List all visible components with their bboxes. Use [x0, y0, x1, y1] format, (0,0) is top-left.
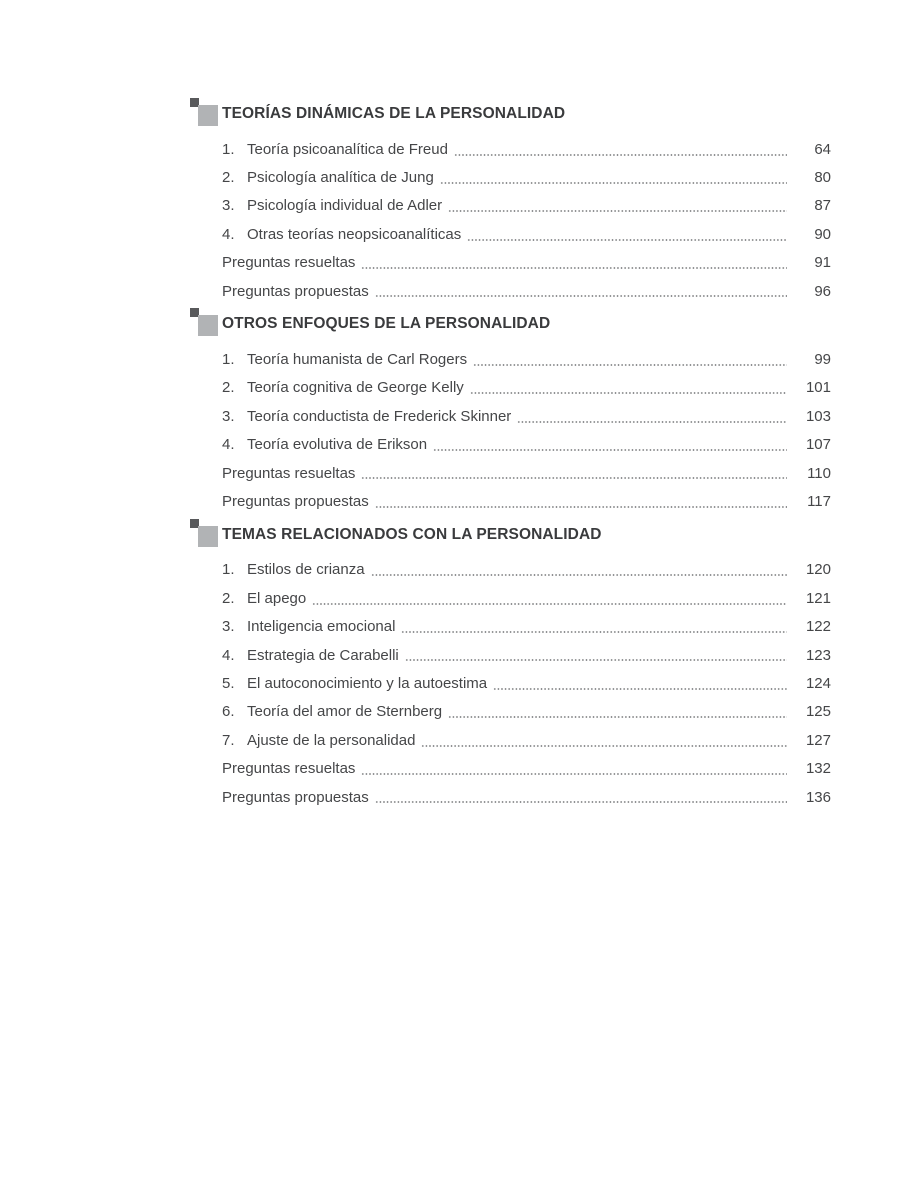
entry-page: 110: [807, 464, 831, 482]
section-heading: [222, 313, 831, 334]
entry-page: 125: [805, 703, 831, 721]
dot-leader: [448, 210, 787, 212]
dot-leader: [375, 801, 787, 803]
entry-number: 4.: [222, 225, 235, 243]
entry-label: Preguntas propuestas: [222, 282, 369, 300]
entry-page: 117: [807, 492, 831, 510]
dot-leader: [361, 773, 787, 775]
entry-page: 107: [805, 436, 831, 454]
entry-label: Teoría del amor de Sternberg: [247, 703, 443, 721]
dot-leader: [440, 182, 787, 184]
entry-page: 90: [814, 225, 831, 243]
entry-number: 3.: [222, 197, 235, 215]
dot-leader: [454, 154, 787, 156]
entry-label: Otras teorías neopsicoanalíticas: [247, 225, 462, 243]
section-marker-icon: [190, 308, 218, 337]
dot-leader: [312, 603, 787, 605]
dot-leader: [467, 239, 787, 241]
toc-entry: [222, 192, 831, 220]
entry-page: 101: [805, 379, 831, 397]
toc-entry: [222, 345, 831, 373]
entry-page: 99: [814, 351, 831, 369]
toc-entry: [222, 135, 831, 163]
dot-leader: [448, 716, 787, 718]
entry-page: 87: [814, 197, 831, 215]
section-marker-icon: [190, 98, 218, 127]
toc-entry: [222, 431, 831, 459]
entry-number: 6.: [222, 703, 235, 721]
dot-leader: [433, 449, 787, 451]
entry-page: 103: [805, 407, 831, 425]
toc-entry: [222, 698, 831, 726]
entry-page: 120: [805, 561, 831, 579]
toc-entry: [222, 277, 831, 305]
entry-page: 121: [805, 589, 831, 607]
toc-entry: [222, 163, 831, 191]
section-title: OTROS ENFOQUES DE LA PERSONALIDAD: [222, 315, 551, 333]
toc-entry: [222, 459, 831, 487]
entry-label: Preguntas resueltas: [222, 464, 356, 482]
dot-leader: [375, 295, 787, 297]
entry-number: 7.: [222, 731, 235, 749]
entry-number: 3.: [222, 407, 235, 425]
section-marker-icon: [190, 519, 218, 548]
entry-label: Psicología analítica de Jung: [247, 169, 434, 187]
entry-label: Preguntas resueltas: [222, 760, 356, 778]
dot-leader: [361, 267, 787, 269]
toc-entry: [222, 783, 831, 811]
toc-entry: [222, 249, 831, 277]
entry-page: 123: [805, 646, 831, 664]
entry-page: 127: [805, 731, 831, 749]
toc-entry: [222, 487, 831, 515]
entry-page: 124: [805, 674, 831, 692]
dot-leader: [493, 688, 787, 690]
entry-label: Inteligencia emocional: [247, 618, 396, 636]
entry-number: 4.: [222, 646, 235, 664]
entry-page: 64: [814, 140, 831, 158]
dot-leader: [405, 659, 787, 661]
entry-label: Preguntas propuestas: [222, 492, 369, 510]
entry-page: 122: [805, 618, 831, 636]
entry-number: 2.: [222, 589, 235, 607]
entry-number: 1.: [222, 140, 235, 158]
entry-label: Psicología individual de Adler: [247, 197, 443, 215]
entry-page: 96: [814, 282, 831, 300]
entry-label: El apego: [247, 589, 307, 607]
entry-label: Preguntas propuestas: [222, 788, 369, 806]
entry-page: 80: [814, 169, 831, 187]
entry-label: Ajuste de la personalidad: [247, 731, 416, 749]
toc-entry: [222, 556, 831, 584]
entry-page: 91: [814, 254, 831, 272]
entry-number: 2.: [222, 169, 235, 187]
toc-entry: [222, 726, 831, 754]
entry-label: El autoconocimiento y la autoestima: [247, 674, 488, 692]
toc-entry: [222, 669, 831, 697]
entry-label: Estilos de crianza: [247, 561, 365, 579]
toc-entry: [222, 641, 831, 669]
toc-entry: [222, 220, 831, 248]
toc-entry: [222, 402, 831, 430]
toc-section-dynamic-theories: [222, 103, 831, 305]
entry-label: Teoría psicoanalítica de Freud: [247, 140, 448, 158]
entry-number: 5.: [222, 674, 235, 692]
marker-light-square: [198, 105, 218, 126]
toc-entry: [222, 612, 831, 640]
dot-leader: [375, 506, 787, 508]
entry-label: Preguntas resueltas: [222, 254, 356, 272]
dot-leader: [517, 421, 787, 423]
toc-entry: [222, 584, 831, 612]
section-heading: [222, 103, 831, 124]
toc-section-related-topics: [222, 524, 831, 812]
entry-number: 3.: [222, 618, 235, 636]
toc-section-other-approaches: [222, 313, 831, 515]
entry-number: 4.: [222, 436, 235, 454]
marker-light-square: [198, 315, 218, 336]
dot-leader: [361, 477, 787, 479]
entry-label: Estrategia de Carabelli: [247, 646, 399, 664]
entry-page: 136: [805, 788, 831, 806]
marker-light-square: [198, 526, 218, 547]
dot-leader: [401, 631, 787, 633]
toc-entry: [222, 754, 831, 782]
section-title: TEMAS RELACIONADOS CON LA PERSONALIDAD: [222, 525, 602, 543]
dot-leader: [371, 574, 787, 576]
toc-entry: [222, 374, 831, 402]
entry-number: 1.: [222, 561, 235, 579]
entry-label: Teoría cognitiva de George Kelly: [247, 379, 464, 397]
entry-label: Teoría evolutiva de Erikson: [247, 436, 428, 454]
entry-number: 2.: [222, 379, 235, 397]
section-heading: [222, 524, 831, 545]
dot-leader: [421, 745, 787, 747]
section-title: TEORÍAS DINÁMICAS DE LA PERSONALIDAD: [222, 105, 566, 122]
entry-number: 1.: [222, 351, 235, 369]
entry-label: Teoría conductista de Frederick Skinner: [247, 407, 512, 425]
entry-label: Teoría humanista de Carl Rogers: [247, 351, 468, 369]
dot-leader: [470, 392, 787, 394]
entry-page: 132: [805, 760, 831, 778]
dot-leader: [473, 364, 787, 366]
